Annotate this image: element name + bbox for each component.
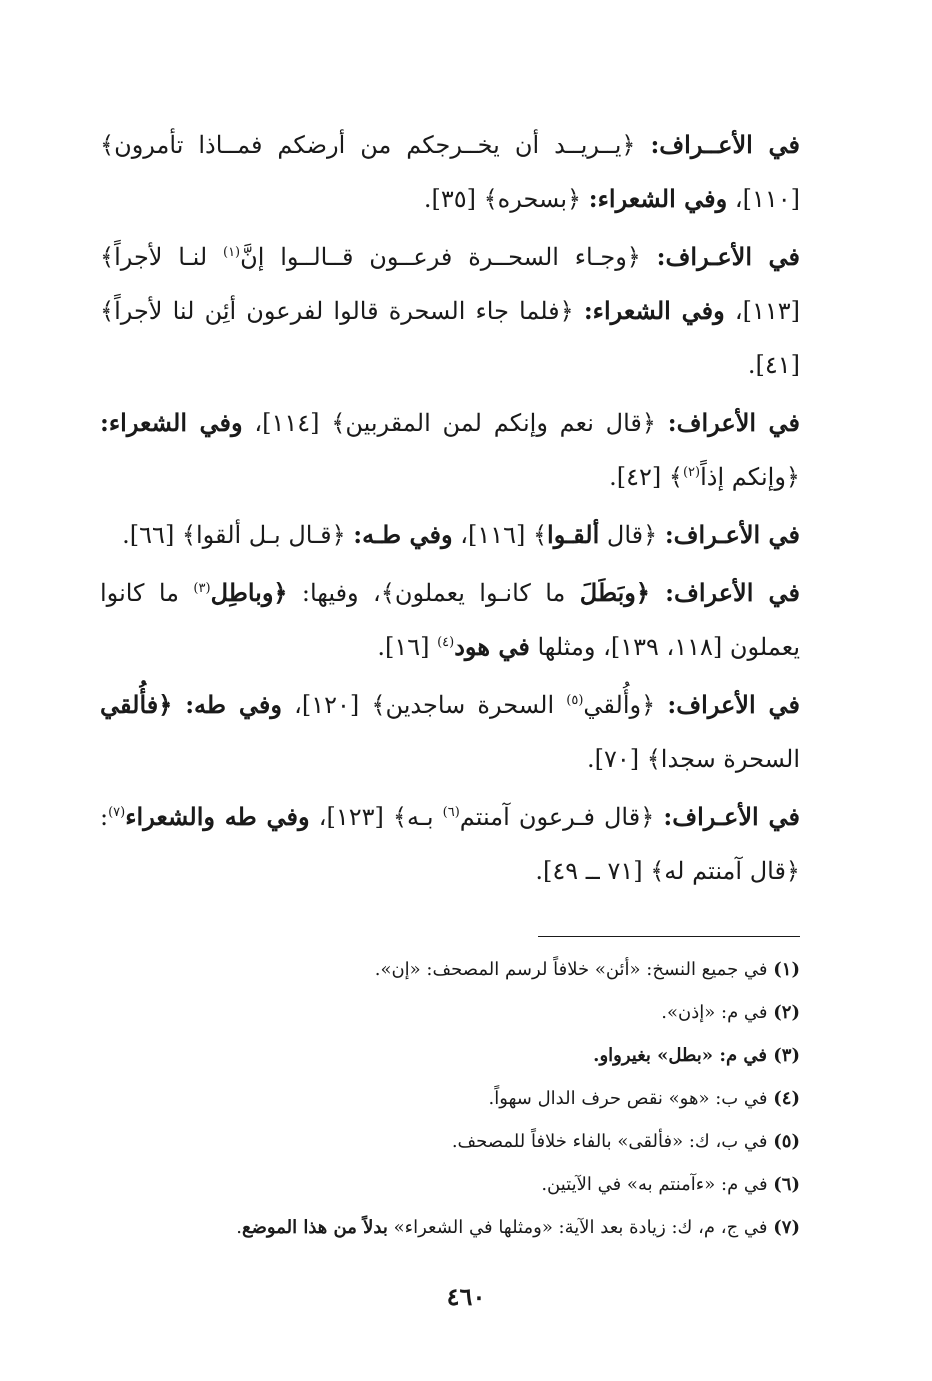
footnote-2: [100, 991, 800, 1034]
verse-bold-2: ﴿وباطِل: [210, 578, 288, 607]
paragraph-5: [100, 566, 800, 674]
verse-text: ﴿وأُلقي: [583, 691, 668, 719]
footnote-number: (١): [773, 959, 800, 980]
lead-label: في الأعــراف:: [650, 130, 800, 159]
verse-text: ﴿قال فـرعون آمنتم: [459, 803, 664, 831]
footnote-ref[interactable]: (٥): [566, 693, 584, 708]
footnote-text: في ب، ك: «فألقى» بالفاء خلافاً للمصحف.: [451, 1131, 774, 1152]
verse-text-2: بـه﴾ [١٢٣]،: [309, 803, 443, 831]
verse-text: ﴿قال: [599, 521, 665, 549]
verse-text: ﴿يــريــد أن يخــرجكم من أرضكم فمــاذا تأمرون﴾ [١١٠]،: [100, 131, 800, 213]
verse-text: ﴿وجـاء السحــرة فرعــون قــالــوا إنَّ: [240, 243, 657, 271]
footnote-1: [100, 948, 800, 991]
footnote-7: [100, 1206, 800, 1249]
footnote-number: (٥): [773, 1131, 800, 1152]
lead-label: في الأعراف:: [667, 408, 801, 437]
footnote-number: (٣): [773, 1045, 800, 1066]
lead-label-2: وفي طه:: [185, 690, 282, 719]
verse-text: ﴿قال نعم وإنكم لمن المقربين﴾ [١١٤]،: [242, 409, 668, 437]
lead-label: في الأعـراف:: [663, 802, 800, 831]
footnote-text: في ج، م، ك: زيادة بعد الآية: «ومثلها في الشعراء»: [387, 1217, 774, 1238]
footnote-ref-2[interactable]: (٤): [437, 635, 455, 650]
footnote-5: [100, 1120, 800, 1163]
verse-text: ما كانـوا يعملون﴾، وفيها:: [287, 579, 580, 607]
paragraph-6: [100, 678, 800, 786]
footnote-number: (٦): [773, 1174, 800, 1195]
footnote-bold-text: بدلاً من هذا الموضع: [242, 1217, 388, 1238]
paragraph-7: [100, 790, 800, 898]
verse-text-2: ﴿بسحره﴾ [٣٥].: [423, 185, 589, 213]
paragraph-2: [100, 230, 800, 392]
main-text: [100, 118, 800, 902]
footnote-divider: [538, 936, 800, 937]
footnote-ref[interactable]: (١): [222, 245, 241, 260]
footnote-text: في م: «ءآمنتم به» في الآيتين.: [541, 1174, 774, 1195]
page-number: ٤٦٠: [446, 1282, 486, 1311]
verse-bold: ﴿فأُلقي: [100, 690, 186, 719]
lead-label: في الأعراف:: [667, 690, 800, 719]
footnote-ref[interactable]: (٣): [193, 581, 211, 596]
verse-text-2: السحرة ساجدين﴾ [١٢٠]،: [281, 691, 567, 719]
footnote-end: .: [236, 1217, 243, 1238]
footnote-text: في م: «إذن».: [661, 1002, 774, 1023]
lead-label-2: وفي الشعراء:: [583, 296, 725, 325]
verse-text-3: [١٦].: [377, 633, 438, 661]
footnote-6: [100, 1163, 800, 1206]
verse-text-2: ﴾ [١١٦]،: [452, 521, 548, 549]
footnote-ref-2[interactable]: (٧): [108, 805, 126, 820]
footnote-4: [100, 1077, 800, 1120]
footnote-number: (٧): [773, 1217, 800, 1238]
paragraph-3: [100, 396, 800, 504]
verse-text-3: ﴿فلما جاء السحرة قالوا لفرعون أئِن لنا لأجراً﴾ [٤١].: [100, 297, 800, 379]
footnote-ref[interactable]: (٦): [442, 805, 460, 820]
verse-bold: ﴿وبَطَلَ: [579, 578, 666, 607]
verse-text-3: السحرة سجدا﴾ [٧٠].: [586, 745, 800, 773]
footnote-3: [100, 1034, 800, 1077]
verse-bold: ألقـوا: [547, 520, 600, 549]
verse-text-2: ما كانوا يعملون [١١٨، ١٣٩]، ومثلها: [100, 579, 800, 661]
verse-text-3: : ﴿قال آمنتم له﴾ [٧١ ــ ٤٩].: [100, 803, 800, 885]
paragraph-4: [100, 508, 800, 562]
lead-label-2: وفي طـه:: [353, 520, 453, 549]
lead-label-2: وفي الشعراء:: [588, 184, 728, 213]
lead-label-2: وفي طه والشعراء: [125, 802, 310, 831]
lead-label: في الأعـراف:: [664, 520, 800, 549]
verse-bold-3: في هود: [454, 632, 530, 661]
footnote-text: في جميع النسخ: «أئن» خلافاً لرسم المصحف: «إن».: [374, 959, 774, 980]
verse-text-2: لنـا لأجراً﴾ [١١٣]،: [100, 243, 800, 325]
footnote-number: (٢): [773, 1002, 800, 1023]
footnote-number: (٤): [773, 1088, 800, 1109]
lead-label-2: وفي الشعراء:: [100, 408, 243, 437]
footnote-text: في ب: «هو» نقص حرف الدال سهواً.: [488, 1088, 774, 1109]
verse-text-3: ﴾ [٤٢].: [609, 463, 683, 491]
lead-label: في الأعـراف:: [656, 242, 801, 271]
lead-label: في الأعراف:: [665, 578, 800, 607]
footnote-ref[interactable]: (٢): [682, 465, 701, 480]
verse-text-2: ﴿وإنكم إذاً: [700, 463, 800, 491]
paragraph-1: [100, 118, 800, 226]
footnotes: [100, 948, 800, 1249]
footnote-text: في م: «بطل» بغيرواو.: [593, 1045, 774, 1066]
verse-text-3: ﴿قـال بـل ألقوا﴾ [٦٦].: [122, 521, 354, 549]
